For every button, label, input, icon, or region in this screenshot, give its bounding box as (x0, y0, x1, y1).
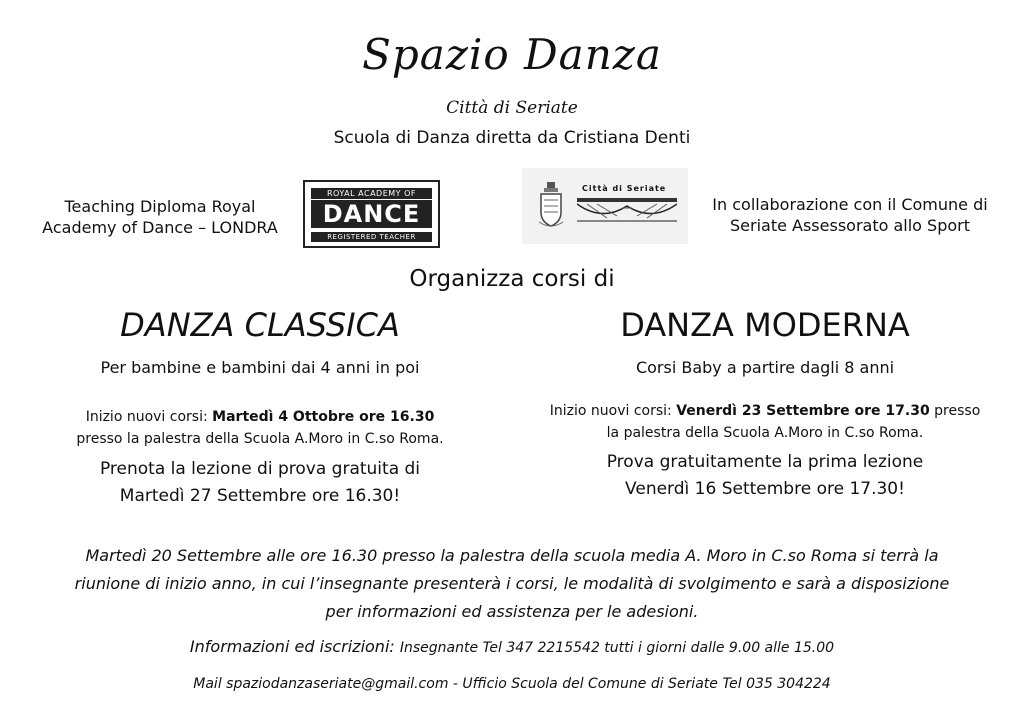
page-subtitle: Città di Seriate (446, 98, 578, 118)
moderna-prova-line-1: Prova gratuitamente la prima lezione (606, 452, 924, 472)
city-logo (522, 168, 688, 244)
diploma-text (20, 196, 300, 238)
classica-info (30, 406, 490, 450)
bridge-icon (577, 196, 677, 224)
city-logo-text: Città di Seriate (582, 184, 667, 193)
riunione-line-3: per informazioni ed assistenza per le adesioni. (325, 602, 699, 621)
moderna-prova (520, 449, 1010, 503)
moderna-info-line-1 (520, 400, 1010, 422)
mail-line: Mail spaziodanzaseriate@gmail.com - Ufficio Scuola del Comune di Seriate Tel 035 304224 (193, 676, 831, 692)
seriate-crest-icon (538, 182, 564, 230)
moderna-info (520, 400, 1010, 444)
diploma-line-1: Teaching Diploma Royal (64, 197, 256, 216)
classica-prova-line-2: Martedì 27 Settembre ore 16.30! (119, 486, 401, 506)
classica-subtitle: Per bambine e bambini dai 4 anni in poi (100, 358, 420, 377)
moderna-prova-line-2: Venerdì 16 Settembre ore 17.30! (625, 479, 905, 499)
diploma-line-2: Academy of Dance – LONDRA (42, 218, 278, 237)
director-line: Scuola di Danza diretta da Cristiana Denti (333, 128, 691, 148)
classica-info-prefix: Inizio nuovi corsi: (85, 409, 208, 425)
collab-text (700, 194, 1000, 236)
classica-prova (30, 456, 490, 510)
page-title: Spazio Danza (362, 30, 662, 79)
riunione-line-2: riunione di inizio anno, in cui l’insegnante presenterà i corsi, le modalità di svolgimento e sarà a disposizione (74, 574, 950, 593)
rad-logo-main: DANCE (311, 200, 432, 228)
riunione-line-1: Martedì 20 Settembre alle ore 16.30 presso la palestra della scuola media A. Moro in C.so Roma si terrà la (85, 546, 939, 565)
collab-line-2: Seriate Assessorato allo Sport (729, 216, 970, 235)
moderna-info-suffix: presso (934, 403, 981, 419)
rad-logo-bottom: REGISTERED TEACHER (311, 232, 432, 242)
riunione-paragraph (20, 542, 1004, 626)
moderna-info-place: la palestra della Scuola A.Moro in C.so Roma. (606, 425, 924, 441)
info-label: Informazioni ed iscrizioni: (189, 637, 395, 656)
rad-logo-top: ROYAL ACADEMY OF (311, 188, 432, 199)
classica-title: DANZA CLASSICA (120, 306, 400, 344)
organizza-heading: Organizza corsi di (409, 266, 615, 292)
moderna-info-date: Venerdì 23 Settembre ore 17.30 (676, 403, 930, 419)
rad-logo (303, 180, 440, 248)
moderna-info-prefix: Inizio nuovi corsi: (549, 403, 672, 419)
classica-info-place: presso la palestra della Scuola A.Moro in C.so Roma. (76, 431, 444, 447)
classica-info-date: Martedì 4 Ottobre ore 16.30 (212, 409, 435, 425)
classica-prova-line-1: Prenota la lezione di prova gratuita di (99, 459, 421, 479)
moderna-subtitle: Corsi Baby a partire dagli 8 anni (635, 358, 895, 377)
info-line (0, 637, 1024, 656)
info-text: Insegnante Tel 347 2215542 tutti i giorni dalle 9.00 alle 15.00 (399, 640, 835, 656)
classica-info-line-1 (30, 406, 490, 428)
collab-line-1: In collaborazione con il Comune di (712, 195, 988, 214)
moderna-title: DANZA MODERNA (620, 306, 910, 344)
